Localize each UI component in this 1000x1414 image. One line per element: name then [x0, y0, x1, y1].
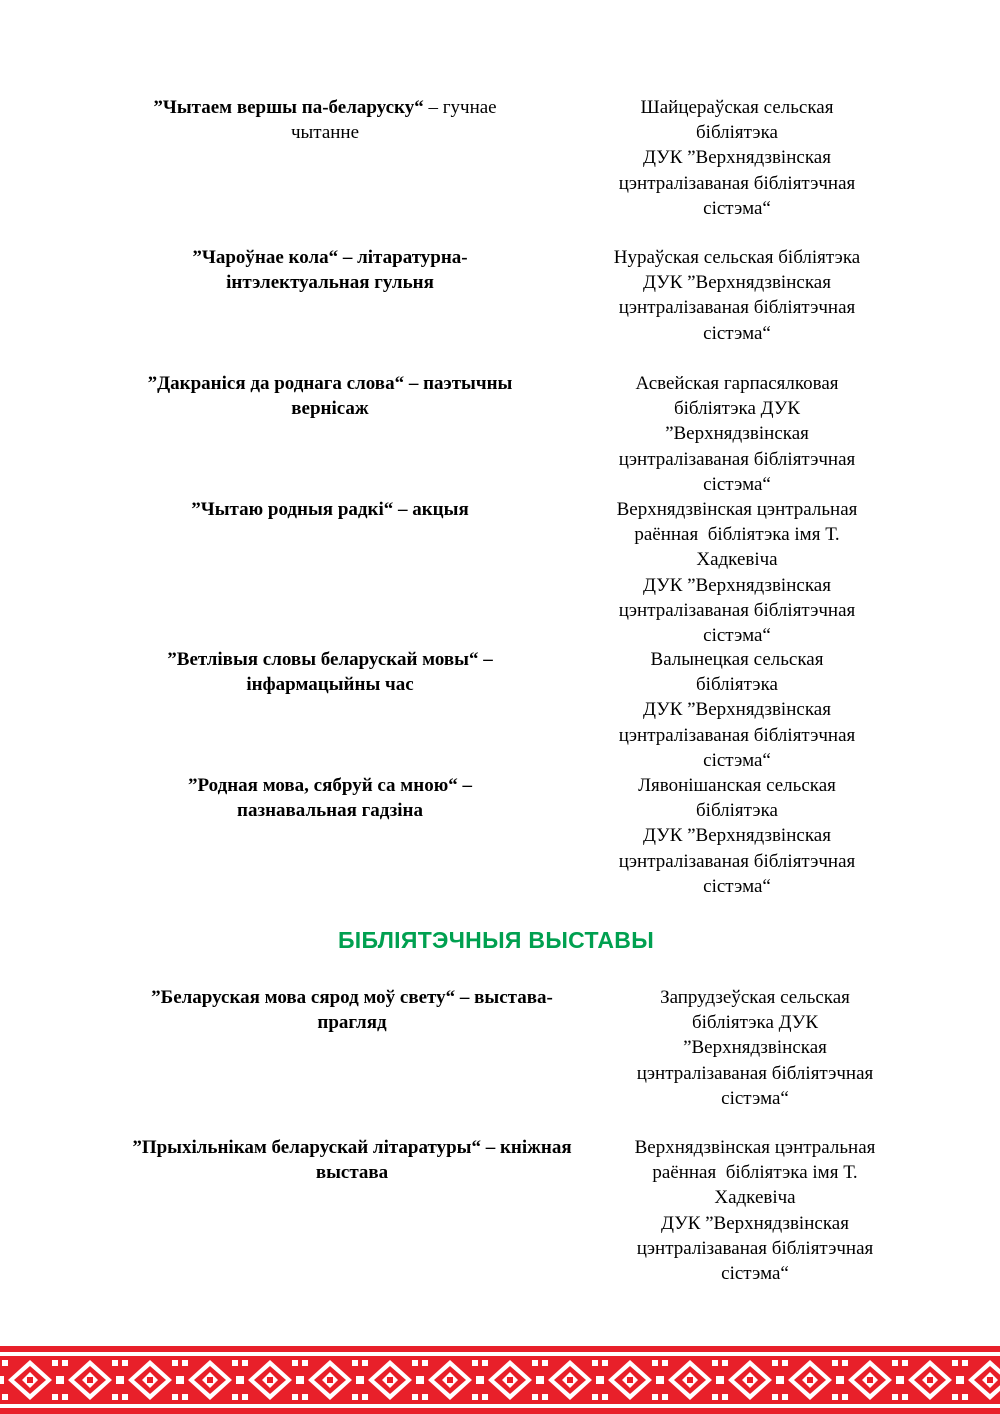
section-heading: БІБЛІЯТЭЧНЫЯ ВЫСТАВЫ: [337, 927, 655, 953]
event-title: ”Чытаем вершы па-беларуску“ – гучнае чытанне: [153, 97, 497, 144]
event-title: ”Чытаю родныя радкі“ – акцыя: [191, 499, 469, 520]
exhibition-organizer: Запрудзеўская сельская бібліятэка ДУК ”Верхнядзвінская цэнтралізаваная бібліятэчная сістэма“: [636, 987, 874, 1109]
event-organizer: Лявонішанская сельская бібліятэка ДУК ”Верхнядзвінская цэнтралізаваная бібліятэчная сістэма“: [618, 775, 856, 897]
exhibition-title: ”Прыхільнікам беларускай літаратуры“ – кніжная выстава: [132, 1137, 572, 1184]
event-title: ”Родная мова, сябруй са мною“ – пазнавальная гадзіна: [188, 775, 472, 822]
event-organizer: Асвейская гарпасялковая бібліятэка ДУК ”Верхнядзвінская цэнтралізаваная бібліятэчная сістэма“: [618, 373, 856, 495]
event-organizer: Верхнядзвінская цэнтральная раённая бібліятэка імя Т. Хадкевіча ДУК ”Верхнядзвінская цэнтралізаваная бібліятэчная сістэма“: [616, 499, 858, 647]
event-organizer: Нураўская сельская бібліятэка ДУК ”Верхнядзвінская цэнтралізаваная бібліятэчная сістэма“: [613, 247, 861, 344]
event-title: ”Чароўнае кола“ – літаратурна-інтэлектуальная гульня: [192, 247, 468, 294]
event-organizer: Валынецкая сельская бібліятэка ДУК ”Верхнядзвінская цэнтралізаваная бібліятэчная сістэма“: [618, 649, 856, 771]
ornament-border: [0, 1346, 1000, 1414]
event-title: ”Ветлівыя словы беларускай мовы“ – інфармацыйны час: [167, 649, 493, 696]
event-title: ”Дакраніся да роднага слова“ – паэтычны вернісаж: [147, 373, 513, 420]
exhibition-title: ”Беларуская мова сярод моў свету“ – выстава-прагляд: [151, 987, 553, 1034]
event-organizer: Шайцераўская сельская бібліятэка ДУК ”Верхнядзвінская цэнтралізаваная бібліятэчная сістэма“: [618, 97, 856, 219]
exhibition-organizer: Верхнядзвінская цэнтральная раённая бібліятэка імя Т. Хадкевіча ДУК ”Верхнядзвінская цэнтралізаваная бібліятэчная сістэма“: [634, 1137, 876, 1285]
